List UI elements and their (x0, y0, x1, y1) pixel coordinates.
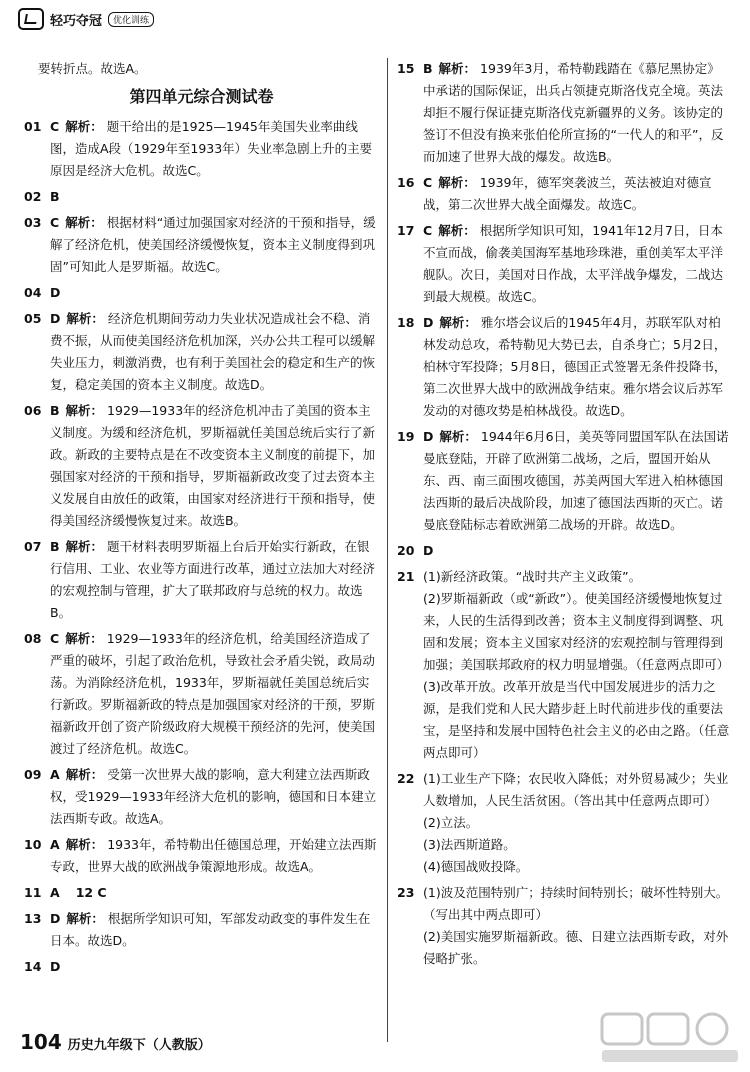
question-number: 07 (24, 539, 42, 554)
answer-body (423, 426, 732, 536)
question-number: 14 (24, 959, 42, 974)
subquestion-body (423, 768, 732, 878)
answer-item (24, 282, 379, 304)
right-subquestion-list (397, 566, 732, 970)
question-number: 23 (397, 885, 415, 900)
analysis-text: 根据所学知识可知，军部发动政变的事件发生在日本。故选D。 (50, 911, 371, 948)
answer-choice: A (50, 837, 60, 852)
question-number: 02 (24, 189, 42, 204)
answer-body (423, 220, 732, 308)
answer-item (24, 956, 379, 978)
question-number: 17 (397, 223, 415, 238)
answer-item (397, 312, 732, 422)
question-number: 04 (24, 285, 42, 300)
answer-choice: D (50, 285, 61, 300)
question-number: 22 (397, 771, 415, 786)
answer-choice: C (50, 631, 60, 646)
answer-choice: C (50, 119, 60, 134)
answer-body (50, 536, 379, 624)
question-number: 06 (24, 403, 42, 418)
subquestion-part: (3)改革开放。改革开放是当代中国发展进步的活力之源，是我们党和人民大踏步赶上时代前进步伐的重要法宝，是坚持和发展中国特色社会主义的必由之路。（任意两点即可） (423, 679, 730, 760)
subquestion-body (423, 882, 732, 970)
answer-choice: D (50, 959, 61, 974)
answer-choice: B (50, 189, 60, 204)
analysis-text: 1939年3月，希特勒践踏在《慕尼黑协定》中承诺的国际保证，出兵占领捷克斯洛伐克全境。英法却拒不履行保证捷克斯洛伐克新疆界的义务。该协定的签订不但没有换来张伯伦所宣扬的“一代人的和平”，反而加速了世界大战的爆发。故选B。 (423, 61, 724, 164)
answer-item (24, 186, 379, 208)
answer-body (50, 116, 379, 182)
answer-item (397, 58, 732, 168)
subquestion-part: (2)立法。 (423, 815, 479, 830)
answer-item (24, 400, 379, 532)
answer-body (50, 834, 379, 878)
extra-answer: 12 C (75, 885, 107, 900)
answer-choice: B (50, 539, 60, 554)
answer-choice: D (423, 543, 434, 558)
analysis-label: 解析： (65, 119, 103, 134)
question-number: 16 (397, 175, 415, 190)
left-answer-list (24, 116, 379, 978)
analysis-label: 解析： (438, 175, 476, 190)
answer-body (50, 956, 379, 978)
answer-item (24, 882, 379, 904)
answer-choice: C (423, 175, 433, 190)
analysis-label: 解析： (438, 223, 476, 238)
analysis-text: 雅尔塔会议后的1945年4月，苏联军队对柏林发动总攻，希特勒见大势已去，自杀身亡；5月2日，柏林守军投降；5月8日，德国正式签署无条件投降书，第二次世界大战中的欧洲战争结束。雅尔塔会议后苏军发动的对德攻势是柏林战役。故选D。 (423, 315, 727, 418)
question-number: 15 (397, 61, 415, 76)
answer-choice: A (50, 767, 60, 782)
answer-choice: B (50, 403, 60, 418)
page-footer (20, 1030, 211, 1054)
question-number: 19 (397, 429, 415, 444)
subquestion-body (423, 566, 732, 764)
answer-choice: C (423, 223, 433, 238)
page-header (18, 6, 154, 32)
analysis-label: 解析： (439, 429, 477, 444)
brand-badge: 优化训练 (108, 12, 154, 27)
analysis-label: 解析： (65, 215, 103, 230)
subquestion-part: (1)工业生产下降；农民收入降低；对外贸易减少；失业人数增加，人民生活贫困。（答出其中任意两点即可） (423, 771, 729, 808)
brand-name: 轻巧夺冠 (50, 13, 103, 29)
subquestion-part: (2)美国实施罗斯福新政。德、日建立法西斯专政，对外侵略扩张。 (423, 929, 729, 966)
answer-body (50, 882, 379, 904)
answer-body (50, 628, 379, 760)
question-number: 13 (24, 911, 42, 926)
analysis-label: 解析： (66, 911, 104, 926)
question-number: 03 (24, 215, 42, 230)
analysis-label: 解析： (66, 311, 104, 326)
answer-item (397, 540, 732, 562)
answer-body (423, 540, 732, 562)
subquestion-item (397, 566, 732, 764)
question-number: 08 (24, 631, 42, 646)
answer-choice: C (50, 215, 60, 230)
analysis-text: 经济危机期间劳动力失业状况造成社会不稳、消费不振，从而使美国经济危机加深，兴办公共工程可以缓解失业压力，刺激消费，也有利于美国社会的稳定和生产的恢复，稳定美国的资本主义制度。故选D。 (50, 311, 376, 392)
answer-item (24, 834, 379, 878)
answer-item (24, 308, 379, 396)
subquestion-part: (3)法西斯道路。 (423, 837, 516, 852)
answer-item (397, 220, 732, 308)
question-number: 21 (397, 569, 415, 584)
analysis-text: 1929—1933年的经济危机，给美国经济造成了严重的破坏，引起了政治危机，导致社会矛盾尖锐，政局动荡。为消除经济危机，1933年，罗斯福就任美国总统后实行新政。罗斯福新政的特点是加强国家对经济的干预，罗斯福新政开创了资产阶级政府大规模干预经济的先河，使美国渡过了经济危机。故选C。 (50, 631, 376, 756)
analysis-label: 解析： (65, 631, 103, 646)
answer-item (24, 764, 379, 830)
question-number: 10 (24, 837, 42, 852)
answer-choice: D (50, 311, 61, 326)
brand-logo-icon (18, 8, 44, 30)
answer-choice: D (423, 429, 434, 444)
answer-choice: D (423, 315, 434, 330)
analysis-text: 1944年6月6日，美英等同盟国军队在法国诺曼底登陆，开辟了欧洲第二战场，之后，盟国开始从东、西、南三面围攻德国，苏美两国大军进入柏林德国法西斯的最后决战阶段，加速了德国法西斯的灭亡。诺曼底登陆标志着欧洲第二战场的开辟。故选D。 (423, 429, 729, 532)
site-watermark-icon (600, 1010, 740, 1066)
analysis-label: 解析： (439, 315, 477, 330)
continued-text: 要转折点。故选A。 (38, 61, 147, 76)
answer-body (423, 58, 732, 168)
subquestion-part: (1)波及范围特别广；持续时间特别长；破坏性特别大。（写出其中两点即可） (423, 885, 729, 922)
analysis-text: 根据材料“通过加强国家对经济的干预和指导，缓解了经济危机，使美国经济缓慢恢复，资本主义制度得到巩固”可知此人是罗斯福。故选C。 (50, 215, 376, 274)
analysis-text: 题干给出的是1925—1945年美国失业率曲线图，造成A段（1929年至1933年）失业率急剧上升的主要原因是经济大危机。故选C。 (50, 119, 373, 178)
question-number: 11 (24, 885, 42, 900)
section-title: 第四单元综合测试卷 (129, 87, 274, 106)
answer-item (24, 536, 379, 624)
answer-item (24, 116, 379, 182)
answer-item (397, 426, 732, 536)
question-number: 05 (24, 311, 42, 326)
right-answer-list (397, 58, 732, 562)
subquestion-part: (4)德国战败投降。 (423, 859, 529, 874)
analysis-text: 1933年，希特勒出任德国总理，开始建立法西斯专政，世界大战的欧洲战争策源地形成。故选A。 (50, 837, 377, 874)
answer-body (50, 400, 379, 532)
answer-body (50, 308, 379, 396)
answer-choice: B (423, 61, 433, 76)
answer-item (397, 172, 732, 216)
analysis-text: 受第一次世界大战的影响，意大利建立法西斯政权，受1929—1933年经济大危机的影响，德国和日本建立法西斯专政。故选A。 (50, 767, 377, 826)
answer-body (423, 172, 732, 216)
question-number: 20 (397, 543, 415, 558)
subquestion-part: (2)罗斯福新政（或“新政”）。使美国经济缓慢地恢复过来，人民的生活得到改善；资本主义制度得到调整、巩固和发展；资本主义国家对经济的宏观控制与管理得到加强；美国联邦政府的权力明显增强。（任意两点即可） (423, 591, 730, 672)
analysis-label: 解析： (65, 539, 104, 554)
column-divider (387, 58, 388, 1042)
question-number: 18 (397, 315, 415, 330)
left-column (24, 58, 379, 982)
answer-body (50, 282, 379, 304)
answer-choice: D (50, 911, 61, 926)
answer-body (50, 212, 379, 278)
question-number: 01 (24, 119, 42, 134)
answer-item (24, 908, 379, 952)
analysis-text: 根据所学知识可知，1941年12月7日，日本不宣而战，偷袭美国海军基地珍珠港，重创美军太平洋舰队。次日，美国对日作战，太平洋战争爆发，二战达到最大规模。故选C。 (423, 223, 724, 304)
analysis-label: 解析： (65, 837, 104, 852)
answer-body (50, 764, 379, 830)
subquestion-item (397, 882, 732, 970)
answer-item (24, 212, 379, 278)
subquestion-item (397, 768, 732, 878)
analysis-label: 解析： (65, 403, 104, 418)
question-number: 09 (24, 767, 42, 782)
answer-choice: A (50, 885, 60, 900)
right-column (397, 58, 732, 974)
analysis-text: 1939年，德军突袭波兰，英法被迫对德宣战，第二次世界大战全面爆发。故选C。 (423, 175, 712, 212)
answer-body (423, 312, 732, 422)
page-number: 104 (20, 1030, 62, 1054)
answer-item (24, 628, 379, 760)
analysis-text: 题干材料表明罗斯福上台后开始实行新政，在银行信用、工业、农业等方面进行改革，通过立法加大对经济的宏观控制与管理，扩大了联邦政府与总统的权力。故选B。 (50, 539, 376, 620)
analysis-text: 1929—1933年的经济危机冲击了美国的资本主义制度。为缓和经济危机，罗斯福就任美国总统后实行了新政。新政的主要特点是在不改变资本主义制度的前提下，加强国家对经济的干预和指导，罗斯福新政改变了过去资本主义发展自由放任的政策，由国家对经济进行干预和指导，使得美国经济缓慢恢复过来。故选B。 (50, 403, 376, 528)
subquestion-part: (1)新经济政策。“战时共产主义政策”。 (423, 569, 642, 584)
book-title: 历史九年级下（人教版） (67, 1038, 211, 1053)
answer-body (50, 908, 379, 952)
analysis-label: 解析： (438, 61, 477, 76)
answer-body (50, 186, 379, 208)
analysis-label: 解析： (65, 767, 104, 782)
